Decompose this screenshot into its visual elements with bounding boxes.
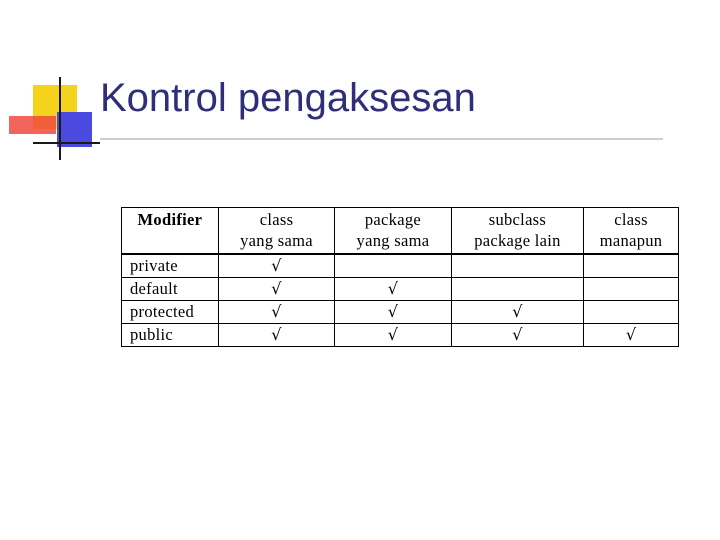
header-line: yang sama [240, 231, 313, 250]
modifier-cell: default [122, 278, 219, 301]
access-modifier-table [121, 207, 679, 347]
modifier-cell: protected [122, 301, 219, 324]
check-cell: √ [218, 301, 334, 324]
slide-title: Kontrol pengaksesan [100, 76, 476, 120]
header-line: Modifier [137, 210, 203, 229]
check-cell [451, 254, 583, 278]
header-line: class [614, 210, 648, 229]
header-line: manapun [599, 231, 663, 250]
check-cell [584, 301, 679, 324]
modifier-cell: public [122, 324, 219, 347]
header-package-same [335, 208, 452, 255]
check-cell [451, 278, 583, 301]
header-subclass-other-package [451, 208, 583, 255]
check-cell [584, 278, 679, 301]
check-cell: √ [218, 278, 334, 301]
header-modifier [122, 208, 219, 255]
table-row-private [122, 254, 679, 278]
header-class-same [218, 208, 334, 255]
check-cell: √ [451, 301, 583, 324]
check-cell [335, 254, 452, 278]
modifier-cell: private [122, 254, 219, 278]
table-header-row [122, 208, 679, 255]
table-row-default [122, 278, 679, 301]
header-line: class [259, 210, 294, 229]
check-cell: √ [335, 278, 452, 301]
check-cell: √ [335, 301, 452, 324]
check-cell: √ [218, 254, 334, 278]
deco-red-gradient [9, 116, 56, 134]
header-line: package lain [474, 231, 561, 250]
table-row-protected [122, 301, 679, 324]
check-cell: √ [584, 324, 679, 347]
check-cell [584, 254, 679, 278]
header-line: package [364, 210, 422, 229]
check-cell: √ [451, 324, 583, 347]
deco-blue-square [57, 112, 92, 147]
check-cell: √ [335, 324, 452, 347]
header-line: subclass [488, 210, 547, 229]
check-cell: √ [218, 324, 334, 347]
header-line: yang sama [356, 231, 430, 250]
table-row-public [122, 324, 679, 347]
header-any-class [584, 208, 679, 255]
